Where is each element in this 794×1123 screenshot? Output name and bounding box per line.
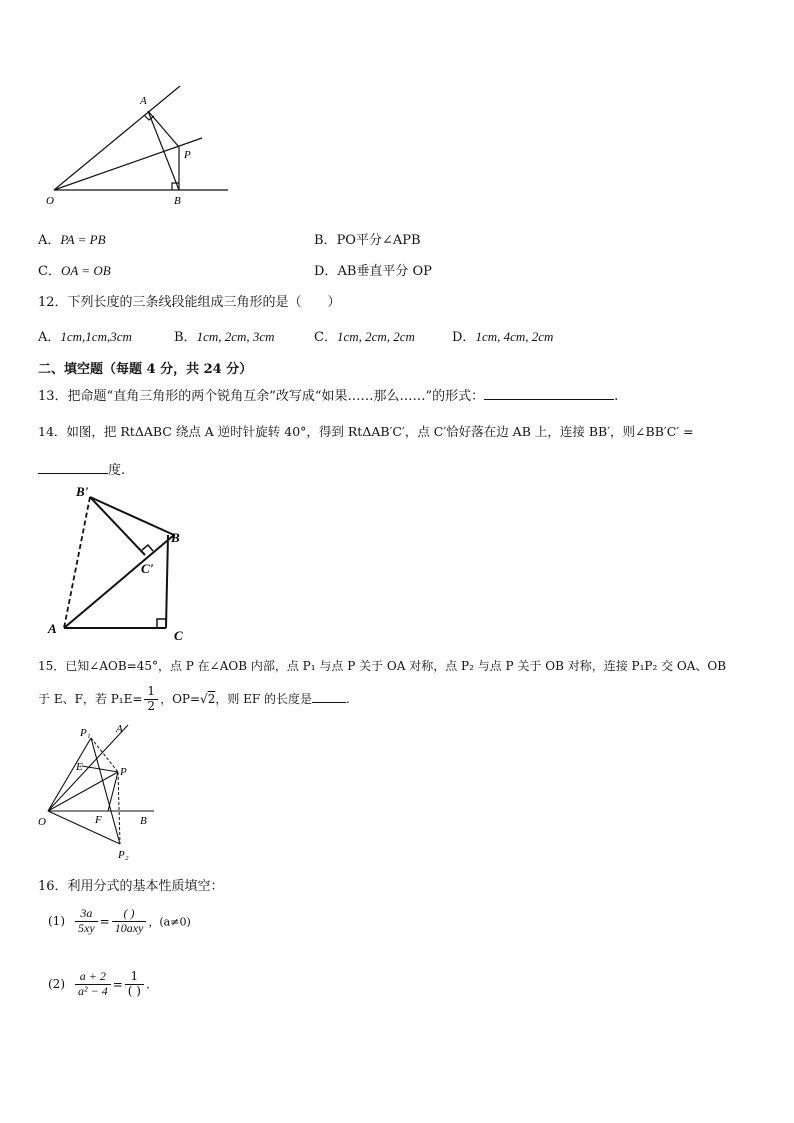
segment-cb xyxy=(166,535,168,628)
segment-b1b xyxy=(90,497,174,535)
fraction-right-2: $\frac{1}{( )}$ xyxy=(125,970,144,999)
segment-p1p2 xyxy=(91,738,120,844)
q12-stem: 12．下列长度的三条线段能组成三角形的是（ ） xyxy=(38,295,341,310)
label-c-prime: C' xyxy=(141,561,154,576)
q12-option-a: A．1cm,1cm,3cm xyxy=(38,329,132,345)
q14-figure xyxy=(44,480,200,645)
equals-sign: = xyxy=(112,977,123,992)
sqrt-sign: √ xyxy=(200,691,208,706)
fraction-left-1: $\frac{3a}{5xy}$ xyxy=(75,907,98,936)
label-b: B xyxy=(174,195,181,207)
label-a: A xyxy=(140,95,147,107)
q11-option-d: D．AB垂直平分 OP xyxy=(314,264,432,279)
segment-op2 xyxy=(48,811,120,844)
label-b: B xyxy=(140,815,147,827)
dashed-pp2 xyxy=(118,772,120,844)
segment-fp xyxy=(108,772,118,811)
segment-op1 xyxy=(48,738,91,811)
fraction-right-1: $\frac{( )}{\text{10axy}}$ xyxy=(112,907,147,936)
q12-option-b: B．1cm, 2cm, 3cm xyxy=(174,329,275,345)
q15-line2: 于 E、F，若 P₁E= $\frac{1}{2}$ ，OP=√2，则 EF 的长度是 . xyxy=(38,684,350,713)
ray-oa xyxy=(54,86,180,190)
q14-line1: 14．如图，把 RtΔABC 绕点 A 逆时针旋转 40°，得到 RtΔAB′C′，点 C′恰好落在边 AB 上，连接 BB′，则∠BB′C′ = xyxy=(38,424,694,439)
q12-option-c: C．1cm, 2cm, 2cm xyxy=(314,329,415,345)
equals-sign: = xyxy=(99,914,110,929)
fraction-one-half: $\frac{1}{2}$ xyxy=(144,685,158,714)
q11-figure xyxy=(40,82,240,212)
label-a: A xyxy=(48,621,57,636)
segment-b1c1 xyxy=(90,497,145,555)
label-o: O xyxy=(38,816,46,828)
label-a: A xyxy=(116,723,123,735)
q11-option-b: B．PO平分∠APB xyxy=(314,233,421,248)
q15-figure xyxy=(34,720,164,865)
q14-line2: 度. xyxy=(38,459,125,478)
label-p: P xyxy=(120,766,127,778)
label-p: P xyxy=(184,149,191,161)
label-c: C xyxy=(174,628,183,643)
right-angle-c xyxy=(157,619,166,628)
q15-line1: 15．已知∠AOB=45°，点 P 在∠AOB 内部，点 P₁ 与点 P 关于 OA 对称，点 P₂ 与点 P 关于 OB 对称，连接 P₁P₂ 交 OA、OB xyxy=(38,659,727,673)
label-e: E xyxy=(76,761,83,773)
dashed-p1p xyxy=(91,738,118,772)
q16-part2: (2) $\frac{a + 2}{\text{a² − 4}}$ = $\frac{1}{( )}$ . xyxy=(48,969,150,998)
q13: 13．把命题“直角三角形的两个锐角互余”改写成“如果……那么……”的形式： . xyxy=(38,389,619,404)
q16-stem: 16．利用分式的基本性质填空： xyxy=(38,879,224,894)
q12-option-d: D．1cm, 4cm, 2cm xyxy=(452,329,554,345)
segment-op xyxy=(48,772,118,811)
label-f: F xyxy=(95,814,102,826)
label-p1: P₁ xyxy=(80,727,91,739)
ray-op xyxy=(54,138,202,190)
q14-answer-blank xyxy=(38,461,108,474)
label-p2: P₂ xyxy=(118,849,129,861)
label-b-prime: B' xyxy=(76,484,89,499)
q13-answer-blank xyxy=(484,387,614,400)
section-2-title: 二、填空题（每题 4 分，共 24 分） xyxy=(38,362,253,377)
segment-ab xyxy=(148,111,179,190)
right-angle-c1 xyxy=(142,545,153,551)
fraction-left-2: $\frac{a + 2}{\text{a² − 4}}$ xyxy=(75,970,111,999)
q11-option-c: C．OA = OB xyxy=(38,263,111,279)
q16-part1: (1) $\frac{3a}{5xy}$ = $\frac{( )}{\text{10axy}}$ ，(a≠0) xyxy=(48,906,191,935)
q11-option-a: A．PA = PB xyxy=(38,232,106,248)
label-b: B xyxy=(171,530,180,545)
label-o: O xyxy=(46,195,54,207)
q15-answer-blank xyxy=(312,690,346,703)
